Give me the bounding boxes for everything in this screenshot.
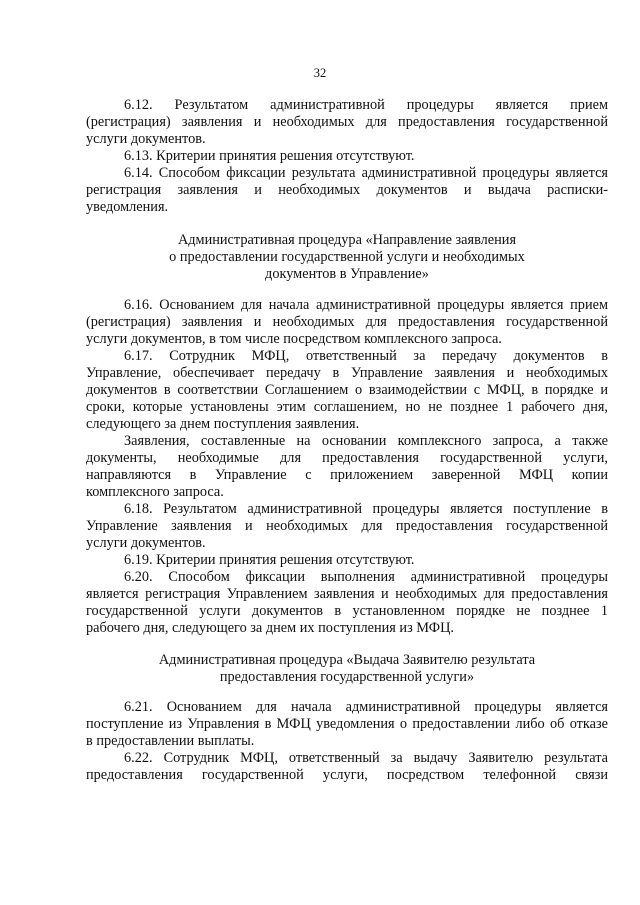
text-line: уведомления.	[86, 199, 169, 215]
paragraph	[86, 699, 608, 750]
text-line: документы, необходимые для предоставления государственной услуги,	[86, 450, 608, 466]
text-line: в предоставлении выплаты.	[86, 733, 255, 749]
heading-line: предоставления государственной услуги»	[219, 669, 475, 685]
text-line: государственной услуги документов в установленном порядке не позднее 1	[86, 603, 608, 619]
text-line: Заявления, составленные на основании комплексного запроса, а также	[124, 433, 608, 449]
heading-line: о предоставлении государственной услуги и необходимых	[169, 249, 525, 265]
text-line: 6.12. Результатом административной процедуры является прием	[124, 97, 608, 113]
paragraph	[86, 97, 608, 148]
text-line: услуги документов.	[86, 131, 206, 147]
paragraph	[86, 552, 608, 569]
page-number: 32	[313, 66, 327, 80]
text-line: (регистрация) заявления и необходимых для предоставления государственной	[86, 314, 608, 330]
paragraph	[86, 569, 608, 637]
text-line: рабочего дня, следующего за днем их поступления из МФЦ.	[86, 620, 455, 636]
text-line: направляются в Управление с приложением заверенной МФЦ копии	[86, 467, 608, 483]
text-line: 6.17. Сотрудник МФЦ, ответственный за передачу документов в	[124, 348, 608, 364]
text-line: 6.16. Основанием для начала административной процедуры является прием	[124, 297, 608, 313]
heading-line: документов в Управление»	[265, 266, 429, 282]
text-line: регистрация заявления и необходимых документов и выдача расписки-	[86, 182, 608, 198]
paragraph	[86, 501, 608, 552]
text-line: комплексного запроса.	[86, 484, 224, 500]
paragraph	[86, 348, 608, 433]
text-line: сроки, которые установлены этим соглашением, но не позднее 1 рабочего дня,	[86, 399, 608, 415]
text-line: предоставления государственной услуги, посредством телефонной связи	[86, 767, 608, 783]
text-line: является регистрация Управлением заявления и необходимых для предоставления	[86, 586, 608, 602]
text-line: (регистрация) заявления и необходимых для предоставления государственной	[86, 114, 608, 130]
paragraph	[86, 433, 608, 501]
text-line: 6.14. Способом фиксации результата административной процедуры является	[124, 165, 608, 181]
text-line: Управление заявления и необходимых для предоставления государственной	[86, 518, 608, 534]
text-line: услуги документов, в том числе посредством комплексного запроса.	[86, 331, 502, 347]
text-line: 6.19. Критерии принятия решения отсутствуют.	[124, 552, 415, 568]
text-line: 6.20. Способом фиксации выполнения административной процедуры	[124, 569, 608, 585]
section-heading	[86, 232, 608, 283]
text-line: документов в соответствии Соглашением о взаимодействии с МФЦ, в порядке и	[86, 382, 608, 398]
paragraph	[86, 165, 608, 216]
text-line: следующего за днем поступления заявления.	[86, 416, 360, 432]
paragraph	[86, 297, 608, 348]
text-line: 6.22. Сотрудник МФЦ, ответственный за выдачу Заявителю результата	[124, 750, 608, 766]
paragraph	[86, 750, 608, 784]
text-line: услуги документов.	[86, 535, 206, 551]
paragraph	[86, 148, 608, 165]
heading-line: Административная процедура «Выдача Заявителю результата	[158, 652, 536, 668]
text-line: поступление из Управления в МФЦ уведомления о предоставлении либо об отказе	[86, 716, 608, 732]
text-line: Управление, обеспечивает передачу в Управление заявления и необходимых	[86, 365, 608, 381]
heading-line: Административная процедура «Направление заявления	[177, 232, 517, 248]
text-line: 6.13. Критерии принятия решения отсутствуют.	[124, 148, 415, 164]
section-heading	[86, 652, 608, 686]
text-line: 6.21. Основанием для начала административной процедуры является	[124, 699, 608, 715]
text-line: 6.18. Результатом административной процедуры является поступление в	[124, 501, 608, 517]
